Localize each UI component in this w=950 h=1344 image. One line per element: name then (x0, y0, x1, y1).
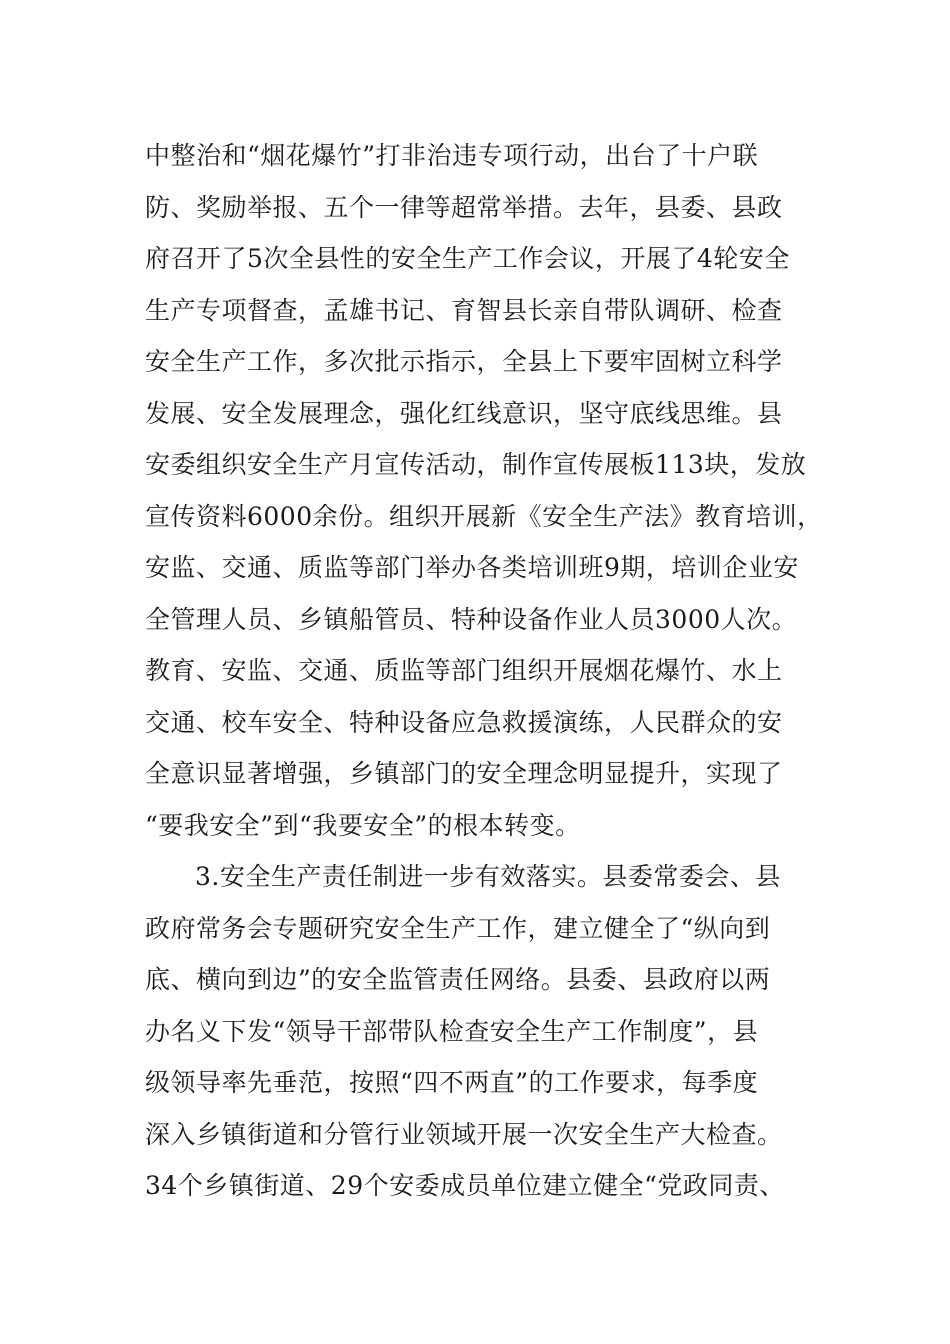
text-line: 34个乡镇街道、29个安委成员单位建立健全“党政同责、 (145, 1171, 785, 1200)
section-heading-line: 3.安全生产责任制进一步有效落实。县委常委会、县 (195, 862, 781, 891)
text-line: 中整治和“烟花爆竹”打非治违专项行动，出台了十户联 (145, 141, 759, 170)
text-line: 宣传资料6000余份。组织开展新《安全生产法》教育培训， (145, 501, 823, 531)
text-line: 政府常务会专题研究安全生产工作，建立健全了“纵向到 (145, 913, 771, 943)
text-line: 防、奖励举报、五个一律等超常举措。去年，县委、县政 (145, 192, 783, 222)
text-line: 教育、安监、交通、质监等部门组织开展烟花爆竹、水上 (145, 656, 783, 685)
text-line: 生产专项督查，孟雄书记、育智县长亲自带队调研、检查 (145, 295, 783, 325)
text-line: 交通、校车安全、特种设备应急救援演练，人民群众的安 (145, 707, 783, 737)
text-line: 安委组织安全生产月宣传活动，制作宣传展板113块，发放 (145, 450, 807, 479)
text-line: 全意识显著增强，乡镇部门的安全理念明显提升，实现了 (145, 759, 783, 788)
text-line: 安监、交通、质监等部门举办各类培训班9期，培训企业安 (145, 553, 799, 582)
text-line: 底、横向到边”的安全监管责任网络。县委、县政府以两 (145, 965, 771, 994)
text-line: 全管理人员、乡镇船管员、特种设备作业人员3000人次。 (145, 604, 798, 634)
body-text (145, 130, 823, 1212)
text-line: 级领导率先垂范，按照“四不两直”的工作要求，每季度 (145, 1068, 759, 1097)
text-line: 发展、安全发展理念，强化红线意识，坚守底线思维。县 (145, 398, 783, 428)
text-line: 办名义下发“领导干部带队检查安全生产工作制度”，县 (145, 1016, 759, 1046)
text-line: “要我安全”到“我要安全”的根本转变。 (145, 810, 581, 840)
text-line: 府召开了5次全县性的安全生产工作会议，开展了4轮安全 (145, 244, 790, 273)
text-line: 深入乡镇街道和分管行业领域开展一次安全生产大检查。 (145, 1119, 783, 1149)
text-line: 安全生产工作，多次批示指示，全县上下要牢固树立科学 (145, 347, 783, 376)
